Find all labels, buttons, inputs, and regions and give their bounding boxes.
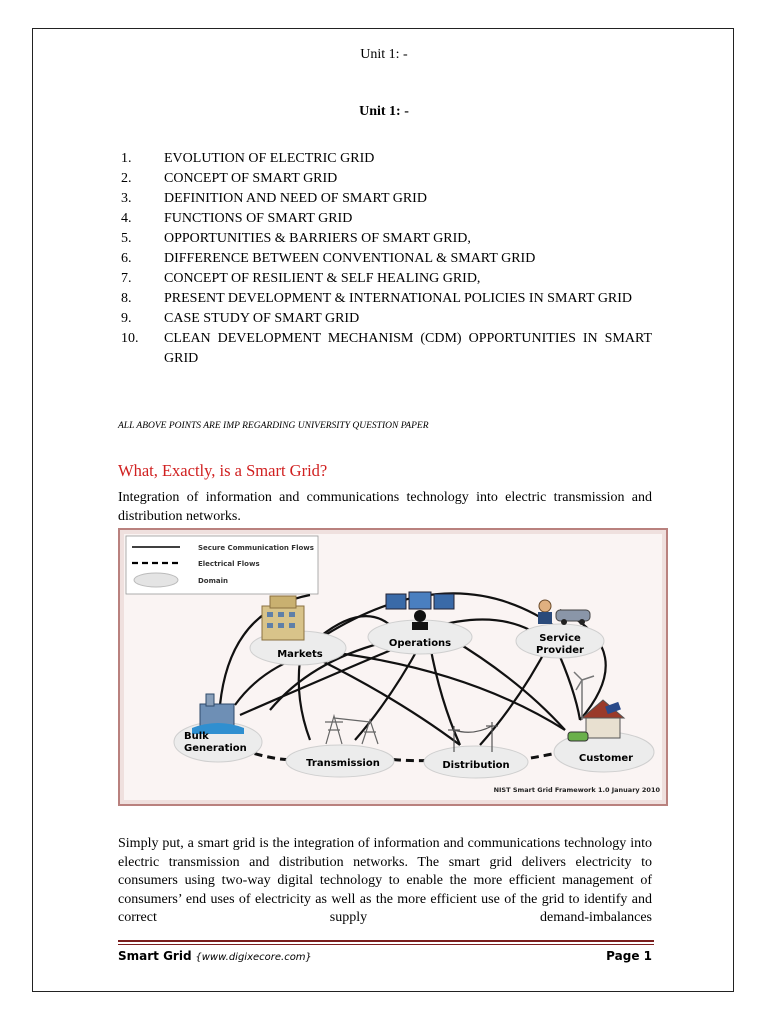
list-item <box>121 149 652 169</box>
list-item-number: 2. <box>121 171 132 186</box>
smart-grid-diagram <box>118 528 668 806</box>
building-icon <box>262 596 304 640</box>
legend-cloud-icon <box>134 573 178 587</box>
footer-title <box>118 949 312 963</box>
topic-list <box>121 149 652 369</box>
page-number: Page 1 <box>606 949 652 963</box>
list-item-text: CASE STUDY OF SMART GRID <box>164 311 360 326</box>
distribution-label: Distribution <box>442 760 510 771</box>
generation-label: Generation <box>184 743 247 754</box>
diagram-canvas <box>120 530 670 808</box>
list-item-number: 6. <box>121 251 132 266</box>
list-item-number: 3. <box>121 191 132 206</box>
footer-url: {www.digixecore.com} <box>195 952 312 963</box>
list-item <box>121 289 652 309</box>
list-item-text: EVOLUTION OF ELECTRIC GRID <box>164 151 375 166</box>
provider-label: Provider <box>536 645 584 656</box>
legend-electrical-label: Electrical Flows <box>198 560 260 568</box>
list-item-text: DIFFERENCE BETWEEN CONVENTIONAL & SMART GRID <box>164 251 536 266</box>
list-item <box>121 329 652 369</box>
list-item <box>121 249 652 269</box>
legend-secure-label: Secure Communication Flows <box>198 544 314 552</box>
list-item-text: PRESENT DEVELOPMENT & INTERNATIONAL POLICIES IN SMART GRID <box>164 291 633 306</box>
list-item-text: CONCEPT OF RESILIENT & SELF HEALING GRID, <box>164 271 481 286</box>
diagram-caption: NIST Smart Grid Framework 1.0 January 2010 <box>493 786 660 794</box>
footer-rule-thin <box>118 944 654 945</box>
list-item <box>121 229 652 249</box>
list-item <box>121 209 652 229</box>
body-paragraph: Simply put, a smart grid is the integration of information and communications technology into electric transmission and distribution networks. The smart grid delivers electricity to consumers using two-way digital technology to enable the more efficient management of consumers’ end uses of electricity as well as the more efficient use of the grid to identify and correct supply demand-imbalances <box>118 836 652 925</box>
transmission-tower-icon <box>325 716 378 744</box>
service-provider-icon <box>538 600 590 625</box>
list-item-number: 10. <box>121 331 139 346</box>
power-plant-icon <box>192 694 244 734</box>
service-label: Service <box>539 633 581 644</box>
bulk-label: Bulk <box>184 731 209 742</box>
list-item-text: CLEAN DEVELOPMENT MECHANISM (CDM) OPPORTUNITIES IN SMART GRID <box>164 331 652 366</box>
customer-label: Customer <box>578 753 634 764</box>
list-item-text: CONCEPT OF SMART GRID <box>164 171 338 186</box>
section-title: What, Exactly, is a Smart Grid? <box>118 461 328 480</box>
operations-label: Operations <box>388 638 452 649</box>
list-item <box>121 189 652 209</box>
list-item-number: 1. <box>121 151 132 166</box>
markets-label: Markets <box>277 649 323 660</box>
legend-domain-label: Domain <box>198 577 229 585</box>
footer-rule <box>118 940 654 942</box>
intro-paragraph: Integration of information and communications technology into electric transmission and distribution networks. <box>118 490 652 524</box>
list-item-number: 5. <box>121 231 132 246</box>
list-item <box>121 169 652 189</box>
important-note: ALL ABOVE POINTS ARE IMP REGARDING UNIVERSITY QUESTION PAPER <box>118 421 429 431</box>
list-item-text: OPPORTUNITIES & BARRIERS OF SMART GRID, <box>164 231 471 246</box>
running-header: Unit 1: - <box>360 47 408 62</box>
list-item <box>121 269 652 289</box>
footer-title-text: Smart Grid <box>118 949 192 963</box>
list-item-number: 7. <box>121 271 132 286</box>
list-item-number: 9. <box>121 311 132 326</box>
unit-heading: Unit 1: - <box>359 104 409 119</box>
list-item-number: 8. <box>121 291 132 306</box>
list-item-text: FUNCTIONS OF SMART GRID <box>164 211 353 226</box>
transmission-label: Transmission <box>306 758 380 769</box>
list-item <box>121 309 652 329</box>
list-item-text: DEFINITION AND NEED OF SMART GRID <box>164 191 427 206</box>
list-item-number: 4. <box>121 211 132 226</box>
